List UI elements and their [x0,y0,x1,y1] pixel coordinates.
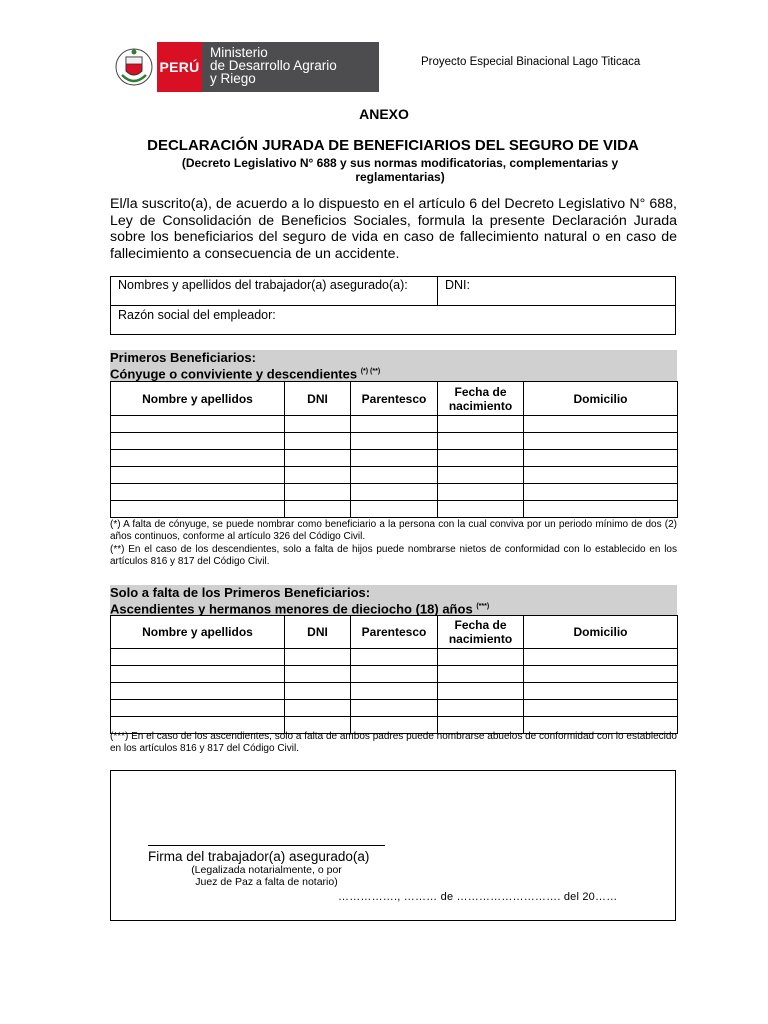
table-row[interactable] [111,501,678,518]
ministry-line-3: y Riego [210,71,256,86]
col-header-relationship: Parentesco [351,382,438,416]
peru-crest-icon [111,42,157,92]
peru-brand: PERÚ [157,42,202,92]
signature-line [148,845,385,846]
section2-line2: Ascendientes y hermanos menores de dieciocho (18) años [110,601,473,617]
section2-line1: Solo a falta de los Primeros Beneficiarios: [110,585,371,600]
worker-info-box [110,276,676,335]
ministry-line-1: Ministerio [210,45,268,60]
section1-line1: Primeros Beneficiarios: [110,350,256,365]
col-header-dni: DNI [285,382,351,416]
table-row[interactable] [111,433,678,450]
ministry-name [202,42,379,92]
ministry-line-2: de Desarrollo Agrario [210,58,337,73]
signature-title: Firma del trabajador(a) asegurado(a) [148,849,370,864]
table-row[interactable] [111,450,678,467]
footnote-1: (*) A falta de cónyuge, se puede nombrar como beneficiario a la persona con la cual conviva por un periodo mínimo de dos (2) años continuos, conforme al artículo 326 del Código Civil. [110,519,677,542]
document-subtitle: (Decreto Legislativo N° 688 y sus normas modificatorias, complementarias y reglamentarias) [181,156,619,184]
section1-line2: Cónyuge o conviviente y descendientes [110,366,358,382]
beneficiaries-table-1 [110,381,678,518]
table-row[interactable] [111,649,678,666]
table-row[interactable] [111,700,678,717]
table-row[interactable] [111,484,678,501]
section1-sup: (*) (**) [360,368,381,375]
table-row[interactable] [111,416,678,433]
signature-sub-2: Juez de Paz a falta de notario) [195,876,338,888]
intro-paragraph: El/la suscrito(a), de acuerdo a lo dispuesto en el artículo 6 del Decreto Legislativo N° 688, Ley de Consolidación de Beneficios Sociales, formula la presente Declaración Jurada sobre los beneficiarios del seguro de vida en caso de fallecimiento natural o en caso de fallecimiento a consecuencia de un accidente. [110,196,677,262]
table-row[interactable] [111,467,678,484]
footnote-2: (**) En el caso de los descendientes, solo a falta de hijos puede nombrarse nietos de conformidad con lo establecido en los artículos 816 y 817 del Código Civil. [110,544,677,567]
worker-name-label: Nombres y apellidos del trabajador(a) asegurado(a): [118,278,408,292]
beneficiaries-table-2 [110,615,678,734]
signature-legalization-note [148,864,385,888]
col-header-relationship: Parentesco [351,616,438,649]
date-line[interactable]: ……………., ……… de ………………………. del 20…… [338,891,618,903]
col-header-birthdate: Fecha de nacimiento [438,382,524,416]
col-header-address: Domicilio [524,382,678,416]
anexo-heading: ANEXO [359,106,409,122]
section1-heading [110,350,677,382]
col-header-name: Nombre y apellidos [111,616,285,649]
section2-sup: (***) [476,603,490,610]
col-header-dni: DNI [285,616,351,649]
signature-sub-1: (Legalizada notarialmente, o por [191,864,342,876]
col-header-birthdate: Fecha de nacimiento [438,616,524,649]
table-row[interactable] [111,683,678,700]
ministry-logo [111,42,379,92]
table-row[interactable] [111,666,678,683]
dni-label: DNI: [445,278,470,292]
section2-heading [110,585,677,616]
footnote-3: (***) En el caso de los ascendientes, solo a falta de ambos padres puede nombrarse abuelos de conformidad con lo establecido en los artículos 816 y 817 del Código Civil. [110,731,677,754]
employer-label: Razón social del empleador: [118,308,276,322]
col-header-name: Nombre y apellidos [111,382,285,416]
project-name: Proyecto Especial Binacional Lago Titicaca [421,56,641,68]
document-title: DECLARACIÓN JURADA DE BENEFICIARIOS DEL SEGURO DE VIDA [147,137,639,154]
col-header-address: Domicilio [524,616,678,649]
